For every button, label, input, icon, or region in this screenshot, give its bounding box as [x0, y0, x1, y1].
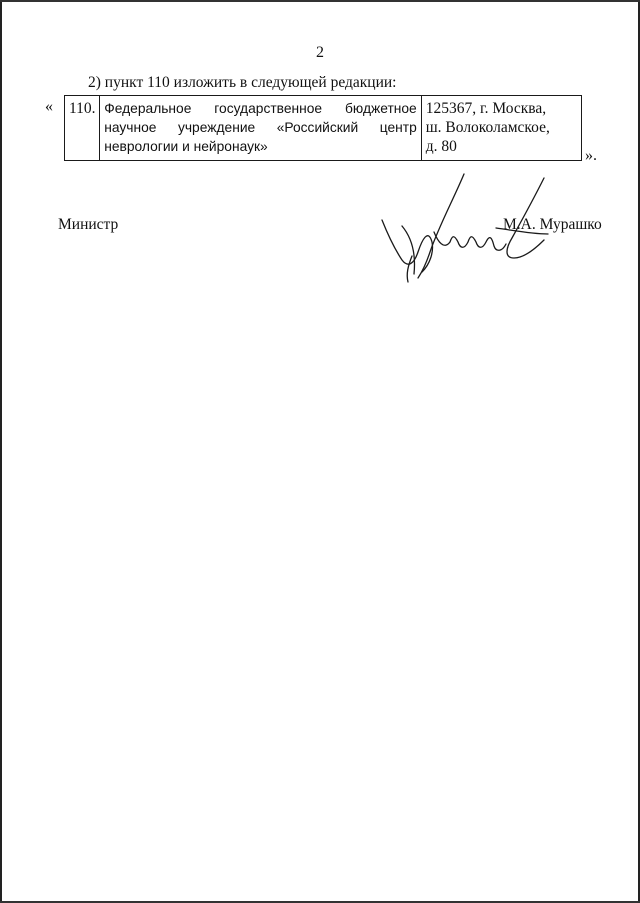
address-line: ш. Волоколамское,: [425, 119, 550, 136]
table-row: [65, 96, 582, 161]
signatory-name: М.А. Мурашко: [503, 216, 602, 233]
closing-quote: ».: [585, 147, 597, 164]
page-number: 2: [316, 44, 324, 61]
amendment-table: [64, 95, 582, 161]
amendment-intro: 2) пункт 110 изложить в следующей редакции:: [88, 74, 397, 91]
entry-number: 110.: [65, 96, 100, 161]
institution-name: Федеральное государственное бюджетное научное учреждение «Российский центр неврологии и нейронаук»: [100, 96, 421, 161]
institution-address: [421, 96, 581, 161]
address-line: д. 80: [425, 138, 457, 155]
address-line: 125367, г. Москва,: [425, 100, 547, 117]
scan-edge-top: [0, 0, 640, 2]
opening-quote: «: [45, 98, 53, 115]
signatory-role: Министр: [58, 216, 119, 233]
scan-edge-left: [0, 0, 2, 903]
